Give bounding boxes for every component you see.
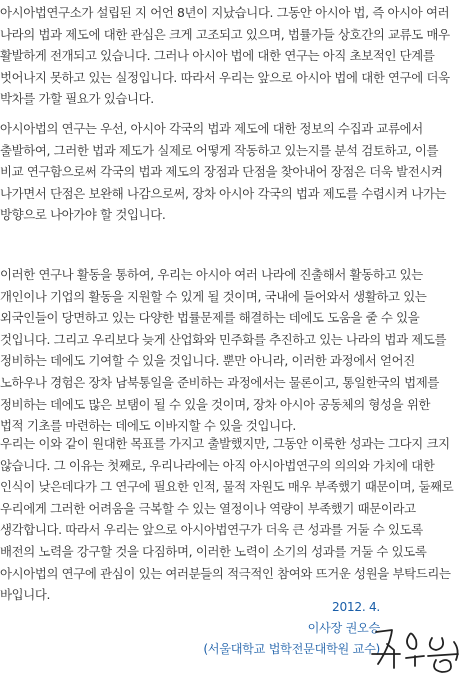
paragraph-2 [0,118,446,226]
paragraph-line: 바입니다. [0,587,51,603]
paragraph-line: 출발하여, 그러한 법과 제도가 실제로 어떻게 작동하고 있는지를 분석 검토하고, 이를 [0,142,439,158]
paragraph-line: 개인이나 기업의 활동을 지원할 수 있게 될 것이며, 국내에 들어와서 생활하고 있는 [0,288,427,304]
paragraph-line: 생각합니다. 따라서 우리는 앞으로 아시아법연구가 더욱 큰 성과를 거둘 수 있도록 [0,522,423,538]
paragraph-line: 우리에게 그러한 어려움을 극복할 수 있는 열정이나 역량이 부족했기 때문이라고 [0,500,416,516]
paragraph-line: 박차를 가할 필요가 있습니다. [0,91,154,107]
paragraph-line: 아시아법의 연구에 관심이 있는 여러분들의 적극적인 참여와 뜨거운 성원을 부탁드리는 [0,565,451,581]
author-affiliation: (서울대학교 법학전문대학원 교수) [203,642,380,656]
paragraph-line: 아시아법연구소가 설립된 지 어언 8년이 지났습니다. 그동안 아시아 법, 즉 아시아 여러 [0,5,450,20]
paragraph-line: 아시아법의 연구는 우선, 아시아 각국의 법과 제도에 대한 정보의 수집과 교류에서 [0,121,423,136]
paragraph-line: 벗어나지 못하고 있는 실정입니다. 따라서 우리는 앞으로 아시아 법에 대한 연구에 더욱 [0,69,450,85]
paragraph-line: 노하우나 경험은 장차 남북통일을 준비하는 과정에서는 물론이고, 통일한국의 법제를 [0,374,439,390]
paragraph-line: 인식이 낮은데다가 그 연구에 필요한 인적, 물적 자원도 매우 부족했기 때문이며, 둘째로 [0,479,454,495]
paragraph-line: 비교 연구함으로써 각국의 법과 제도의 장점과 단점을 찾아내어 장점은 더욱 발전시켜 [0,164,443,180]
paragraph-line: 법적 기초를 마련하는 데에도 이바지할 수 있을 것입니다. [0,418,296,434]
author-name: 이사장 권오승 [307,621,380,635]
paragraph-line: 활발하게 전개되고 있습니다. 그러나 아시아 법에 대한 연구는 아직 초보적인 단계를 [0,48,435,64]
paragraph-1 [0,2,450,110]
paragraph-line: 나가면서 단점은 보완해 나감으로써, 장차 아시아 각국의 법과 제도를 수렴시켜 나가는 [0,185,447,201]
paragraph-line: 외국인들이 당면하고 있는 다양한 법률문제를 해결하는 데에도 도움을 줄 수 있을 [0,310,420,326]
handwritten-signature-icon [370,620,470,680]
paragraph-line: 방향으로 나아가야 할 것입니다. [0,207,166,223]
paragraph-line: 이러한 연구나 활동을 통하여, 우리는 아시아 여러 나라에 진출해서 활동하고 있는 [0,267,423,282]
paragraph-line: 우리는 이와 같이 원대한 목표를 가지고 출발했지만, 그동안 이룩한 성과는 그다지 크지 [0,436,450,451]
paragraph-line: 정비하는 데에도 많은 보탬이 될 수 있을 것이며, 장차 아시아 공동체의 형성을 위한 [0,396,431,412]
paragraph-line: 것입니다. 그리고 우리보다 늦게 산업화와 민주화를 추진하고 있는 나라의 법과 제도를 [0,331,447,347]
paragraph-line: 나라의 법과 제도에 대한 관심은 크게 고조되고 있으며, 법률가들 상호간의 교류도 매우 [0,26,450,42]
paragraph-4 [0,433,453,606]
paragraph-line: 정비하는 데에도 기여할 수 있을 것입니다. 뿐만 아니라, 이러한 과정에서 얻어진 [0,353,415,369]
paragraph-3 [0,264,446,437]
signature-block [200,597,380,660]
paragraph-line: 배전의 노력을 강구할 것을 다짐하며, 이러한 노력이 소기의 성과를 거둘 수 있도록 [0,543,427,559]
letter-date: 2012. 4. [332,600,380,614]
paragraph-line: 않습니다. 그 이유는 첫째로, 우리나라에는 아직 아시아법연구의 의의와 가치에 대한 [0,457,435,473]
